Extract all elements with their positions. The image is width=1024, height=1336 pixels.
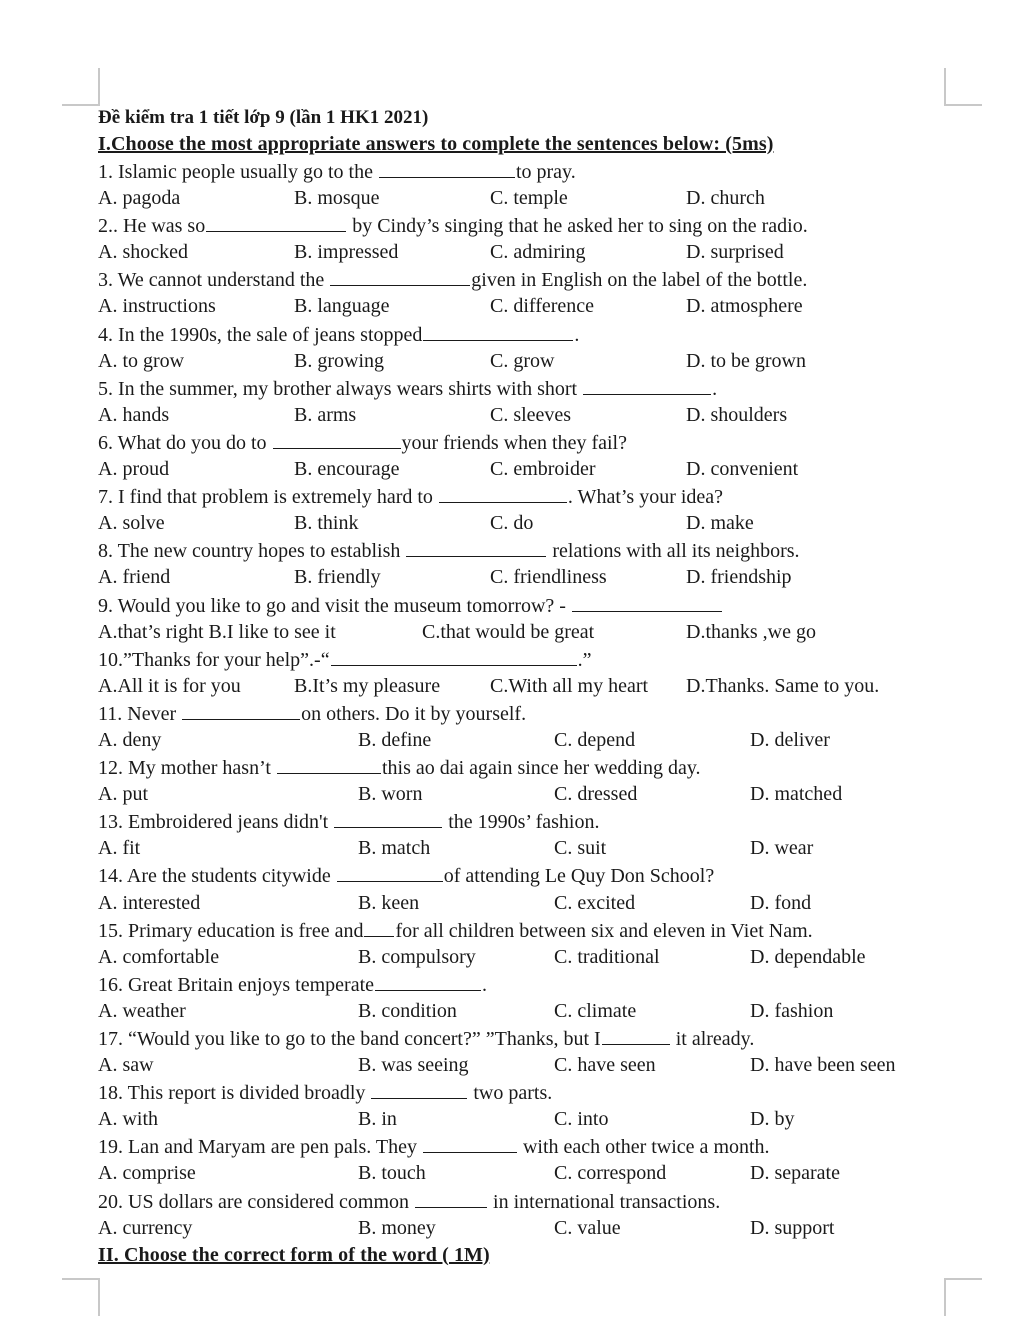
option-b: B. compulsory [358, 945, 476, 968]
question-text: given in English on the label of the bottle. [471, 269, 808, 292]
question-18 [98, 1079, 948, 1106]
question-15 [98, 917, 948, 944]
question-text: this ao dai again since her wedding day. [381, 757, 701, 780]
option-d: D. church [686, 187, 765, 210]
question-text: 10.”Thanks for your help”.-“ [98, 648, 330, 671]
question-text: 5. In the summer, my brother always wears shirts with short [98, 377, 583, 400]
question-text: .” [577, 648, 592, 671]
question-19 [98, 1133, 948, 1160]
options-9 [98, 619, 948, 646]
answer-blank [277, 754, 381, 774]
option-a: A. with [98, 1108, 158, 1131]
option-c: C. value [554, 1216, 621, 1239]
option-c: C. admiring [490, 241, 586, 264]
section-2-heading: II. Choose the correct form of the word ( 1M) [98, 1243, 490, 1266]
option-a: A. friend [98, 566, 171, 589]
option-d: D. separate [750, 1162, 840, 1185]
question-text: 4. In the 1990s, the sale of jeans stopped [98, 323, 423, 346]
option-d: D. support [750, 1216, 835, 1239]
option-b: B. growing [294, 349, 384, 372]
question-text: for all children between six and eleven in Viet Nam. [395, 919, 813, 942]
question-17 [98, 1025, 948, 1052]
option-b: B. worn [358, 783, 423, 806]
question-1 [98, 158, 948, 185]
option-b: B. match [358, 837, 431, 860]
options-20 [98, 1215, 948, 1242]
crop-mark-top-right [944, 68, 982, 106]
question-text: 19. Lan and Maryam are pen pals. They [98, 1136, 422, 1159]
question-9 [98, 592, 948, 619]
option-d: D. shoulders [686, 403, 788, 426]
option-d: D. have been seen [750, 1054, 896, 1077]
option-d: D. surprised [686, 241, 784, 264]
question-text: 6. What do you do to [98, 431, 272, 454]
question-text: to pray. [515, 161, 576, 183]
options-11 [98, 727, 948, 754]
question-text: of attending Le Quy Don School? [443, 865, 715, 888]
option-c: C. embroider [490, 458, 596, 481]
option-c: C. correspond [554, 1162, 667, 1185]
options-17 [98, 1052, 948, 1079]
question-11 [98, 700, 948, 727]
option-b: B. mosque [294, 187, 380, 210]
question-text: . [574, 323, 580, 346]
question-12 [98, 754, 948, 781]
options-8 [98, 564, 948, 591]
options-18 [98, 1106, 948, 1133]
option-d: D. by [750, 1108, 795, 1131]
option-b: B. money [358, 1216, 436, 1239]
option-b: B. encourage [294, 458, 400, 481]
options-2 [98, 239, 948, 266]
answer-blank [572, 592, 722, 612]
options-13 [98, 835, 948, 862]
option-b: B. was seeing [358, 1054, 469, 1077]
question-text: your friends when they fail? [401, 431, 627, 454]
option-c: C. traditional [554, 945, 660, 968]
question-text: 14. Are the students citywide [98, 865, 336, 888]
question-text: 15. Primary education is free and [98, 919, 364, 942]
answer-blank [330, 266, 470, 286]
options-4 [98, 348, 948, 375]
question-4 [98, 321, 948, 348]
document-title: Đề kiểm tra 1 tiết lớp 9 (lần 1 HK1 2021) [98, 107, 429, 128]
question-2 [98, 212, 948, 239]
option-a: A.that’s right B.I like to see it [98, 620, 336, 643]
question-text: with each other twice a month. [517, 1136, 770, 1159]
question-7 [98, 483, 948, 510]
option-c: C. climate [554, 999, 637, 1022]
option-d: D. wear [750, 837, 814, 860]
crop-mark-top-left [62, 68, 100, 106]
answer-blank [423, 1133, 517, 1153]
question-text: 1. Islamic people usually go to the [98, 161, 378, 183]
question-5 [98, 375, 948, 402]
question-text: 11. Never [98, 702, 182, 725]
option-c: C. excited [554, 891, 636, 914]
answer-blank [206, 212, 346, 232]
question-text: 9. Would you like to go and visit the museum tomorrow? - [98, 594, 571, 617]
option-d: D. fond [750, 891, 812, 914]
option-c: C.With all my heart [490, 674, 649, 697]
option-c: C. friendliness [490, 566, 607, 589]
option-a: A. proud [98, 458, 170, 481]
document-body [98, 104, 948, 1269]
option-c: C.that would be great [422, 620, 595, 643]
question-text: . [482, 973, 488, 996]
option-c: C. have seen [554, 1054, 656, 1077]
option-a: A. solve [98, 512, 165, 535]
question-text: 20. US dollars are considered common [98, 1190, 415, 1213]
option-d: D. matched [750, 783, 843, 806]
question-14 [98, 862, 948, 889]
option-c: C. into [554, 1108, 609, 1131]
option-a: A. to grow [98, 349, 185, 372]
answer-blank [364, 917, 394, 937]
answer-blank [182, 700, 300, 720]
answer-blank [423, 321, 573, 341]
question-6 [98, 429, 948, 456]
question-13 [98, 808, 948, 835]
option-d: D. deliver [750, 728, 830, 751]
option-b: B. keen [358, 891, 420, 914]
question-text: two parts. [468, 1082, 553, 1105]
question-text: the 1990s’ fashion. [443, 811, 600, 834]
option-a: A. fit [98, 837, 141, 860]
options-15 [98, 944, 948, 971]
answer-blank [379, 158, 515, 178]
answer-blank [371, 1079, 467, 1099]
answer-blank [375, 971, 481, 991]
option-c: C. depend [554, 728, 636, 751]
options-5 [98, 402, 948, 429]
option-b: B. think [294, 512, 359, 535]
answer-blank [331, 646, 577, 666]
option-b: B. language [294, 295, 390, 318]
question-text: 12. My mother hasn’t [98, 757, 276, 780]
option-c: C. temple [490, 187, 568, 210]
question-text: 13. Embroidered jeans didn't [98, 811, 334, 834]
question-text: 17. “Would you like to go to the band concert?” ”Thanks, but I [98, 1028, 601, 1050]
option-a: A. instructions [98, 295, 216, 318]
options-14 [98, 890, 948, 917]
options-6 [98, 456, 948, 483]
crop-mark-bottom-left [62, 1278, 100, 1316]
option-d: D.thanks ,we go [686, 620, 816, 643]
option-b: B. condition [358, 999, 457, 1022]
option-a: A. deny [98, 728, 162, 751]
question-text: on others. Do it by yourself. [301, 702, 527, 725]
answer-blank [439, 483, 567, 503]
option-d: D. atmosphere [686, 295, 803, 318]
option-b: B. touch [358, 1162, 426, 1185]
option-d: D. convenient [686, 458, 799, 481]
answer-blank [583, 375, 711, 395]
question-text: it already. [670, 1028, 755, 1050]
option-a: A. interested [98, 891, 201, 914]
option-d: D. to be grown [686, 349, 806, 372]
option-d: D. fashion [750, 999, 834, 1022]
option-d: D. friendship [686, 566, 792, 589]
option-c: C. grow [490, 349, 555, 372]
option-b: B.It’s my pleasure [294, 674, 441, 697]
option-b: B. define [358, 728, 432, 751]
option-a: A. comprise [98, 1162, 196, 1185]
answer-blank [406, 537, 546, 557]
question-10 [98, 646, 948, 673]
question-16 [98, 971, 948, 998]
question-3 [98, 266, 948, 293]
option-a: A.All it is for you [98, 674, 241, 697]
question-20 [98, 1188, 948, 1215]
question-text: in international transactions. [488, 1190, 721, 1213]
question-text: . [712, 377, 718, 400]
crop-mark-bottom-right [944, 1278, 982, 1316]
option-b: B. impressed [294, 241, 399, 264]
option-d: D. dependable [750, 945, 866, 968]
question-text: 2.. He was so [98, 215, 206, 238]
question-text: 16. Great Britain enjoys temperate [98, 973, 375, 996]
option-a: A. currency [98, 1216, 193, 1239]
option-a: A. hands [98, 403, 170, 426]
options-10 [98, 673, 948, 700]
option-a: A. put [98, 783, 148, 806]
option-c: C. sleeves [490, 403, 572, 426]
option-a: A. saw [98, 1054, 154, 1077]
options-1 [98, 185, 948, 212]
option-d: D.Thanks. Same to you. [686, 674, 880, 697]
option-d: D. make [686, 512, 754, 535]
option-a: A. comfortable [98, 945, 220, 968]
answer-blank [337, 862, 443, 882]
options-16 [98, 998, 948, 1025]
option-b: B. arms [294, 403, 357, 426]
answer-blank [415, 1188, 487, 1208]
option-a: A. pagoda [98, 187, 181, 210]
answer-blank [273, 429, 401, 449]
question-text: 3. We cannot understand the [98, 269, 330, 292]
options-12 [98, 781, 948, 808]
question-text: relations with all its neighbors. [547, 540, 800, 563]
answer-blank [334, 808, 442, 828]
options-3 [98, 293, 948, 320]
options-7 [98, 510, 948, 537]
option-c: C. difference [490, 295, 595, 318]
question-8 [98, 537, 948, 564]
option-b: B. friendly [294, 566, 381, 589]
option-b: B. in [358, 1108, 397, 1131]
section-1-heading: I.Choose the most appropriate answers to complete the sentences below: (5ms) [98, 133, 774, 155]
option-c: C. do [490, 512, 534, 535]
question-text: . What’s your idea? [567, 486, 724, 509]
option-c: C. suit [554, 837, 607, 860]
question-text: 8. The new country hopes to establish [98, 540, 406, 563]
option-a: A. shocked [98, 241, 188, 264]
question-text: 7. I find that problem is extremely hard to [98, 486, 438, 509]
options-19 [98, 1160, 948, 1187]
question-text: by Cindy’s singing that he asked her to sing on the radio. [347, 215, 808, 238]
option-c: C. dressed [554, 783, 638, 806]
question-text: 18. This report is divided broadly [98, 1082, 371, 1105]
option-a: A. weather [98, 999, 186, 1022]
answer-blank [602, 1025, 670, 1045]
